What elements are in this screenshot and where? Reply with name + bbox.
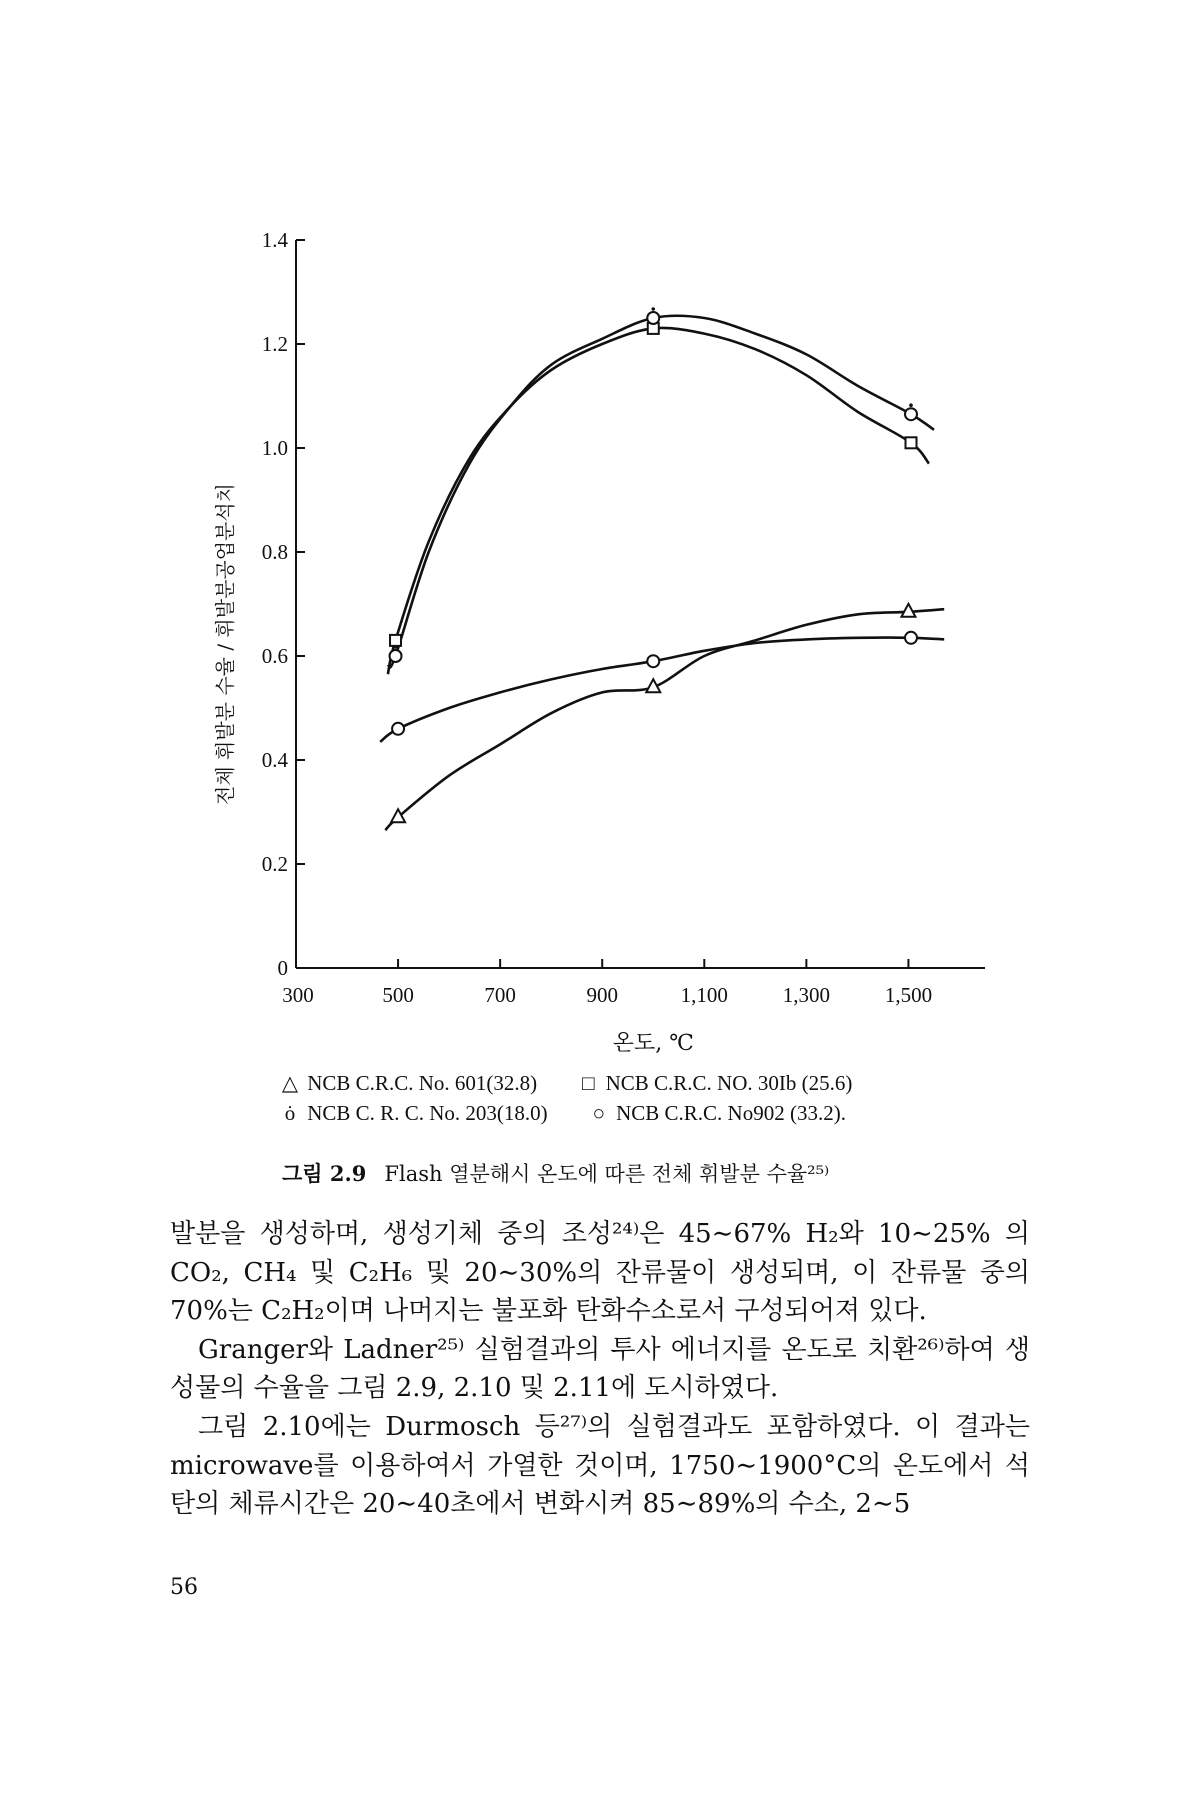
x-tick-label: 1,300: [782, 983, 830, 1007]
x-tick-label: 300: [282, 983, 314, 1007]
legend-item-dot-circle: [278, 1098, 548, 1128]
y-tick-label: 1.0: [261, 436, 288, 460]
body-text: [170, 1215, 1030, 1524]
x-tick-label: 500: [382, 983, 414, 1007]
circle-marker: [392, 723, 404, 735]
x-axis-title: 온도, ℃: [612, 1031, 694, 1056]
paragraph: Granger와 Ladner²⁵⁾ 실험결과의 투사 에너지를 온도로 치환²⁶⁾하여 생성물의 수율을 그림 2.9, 2.10 및 2.11에 도시하였다.: [170, 1334, 1030, 1404]
circle-marker: [647, 655, 659, 667]
y-tick-label: 0.8: [261, 540, 288, 564]
series-markers: [390, 307, 917, 822]
x-tick-label: 1,100: [680, 983, 728, 1007]
legend-label: NCB C.R.C. No902 (33.2).: [616, 1101, 846, 1125]
square-marker: [905, 437, 916, 448]
y-axis-title: 전체 휘발분 수율 / 휘발분공업분석치: [213, 483, 237, 805]
dot-circle-marker: [390, 650, 402, 662]
x-tick-label: 1,500: [884, 983, 933, 1007]
y-tick-label: 1.2: [261, 332, 288, 356]
circle-marker-icon: ○: [592, 1101, 606, 1125]
dot-circle-marker-dot: [394, 645, 398, 649]
legend-row: [278, 1068, 886, 1098]
chart-legend: [278, 1068, 886, 1128]
square-marker: [390, 635, 401, 646]
dot-circle-marker: [647, 312, 659, 324]
dot-circle-marker-icon: ȯ: [284, 1101, 296, 1125]
series-curves: [380, 316, 944, 830]
dot-circle-marker-dot: [651, 307, 655, 311]
dot-circle-marker-dot: [909, 403, 913, 407]
triangle-marker-icon: △: [281, 1071, 299, 1095]
figure-number: 그림 2.9: [282, 1161, 367, 1186]
legend-label: NCB C. R. C. No. 203(18.0): [307, 1101, 548, 1125]
legend-item-square: [576, 1068, 852, 1098]
caption-text: Flash 열분해시 온도에 따른 전체 휘발분 수율²⁵⁾: [384, 1162, 830, 1186]
legend-item-triangle: [278, 1068, 537, 1098]
x-tick-label: 700: [484, 983, 516, 1007]
y-tick-label: 0: [277, 956, 288, 980]
y-tick-label: 0.2: [261, 852, 288, 876]
legend-label: NCB C.R.C. NO. 30Ib (25.6): [605, 1071, 853, 1095]
triangle-marker: [391, 809, 405, 822]
x-tick-label: 900: [586, 983, 618, 1007]
series-line-triangle: [385, 609, 944, 830]
y-tick-label: 1.4: [261, 228, 288, 252]
paragraph: 그림 2.10에는 Durmosch 등²⁷⁾의 실험결과도 포함하였다. 이 결과는 microwave를 이용하여서 가열한 것이며, 1750∼1900°C의 온도에서 석탄의 체류시간은 20∼40초에서 변화시켜 85∼89%의 수소, 2∼5: [170, 1411, 1030, 1520]
y-tick-label: 0.6: [261, 644, 288, 668]
legend-row: [278, 1098, 886, 1128]
y-tick-label: 0.4: [261, 748, 288, 772]
paragraph: 발분을 생성하며, 생성기체 중의 조성²⁴⁾은 45∼67% H₂와 10∼25% 의 CO₂, CH₄ 및 C₂H₆ 및 20∼30%의 잔류물이 생성되며, 이 잔류물 중의 70%는 C₂H₂이며 나머지는 불포화 탄화수소로서 구성되어져 있다.: [170, 1219, 1030, 1327]
page-number: 56: [170, 1575, 198, 1600]
series-line-circle: [380, 638, 944, 742]
legend-label: NCB C.R.C. No. 601(32.8): [307, 1071, 538, 1095]
square-marker-icon: □: [582, 1071, 595, 1095]
dot-circle-marker: [905, 408, 917, 420]
circle-marker: [905, 632, 917, 644]
figure-caption: [282, 1158, 829, 1188]
chart-axes: [296, 240, 985, 968]
legend-item-circle: [587, 1098, 846, 1128]
